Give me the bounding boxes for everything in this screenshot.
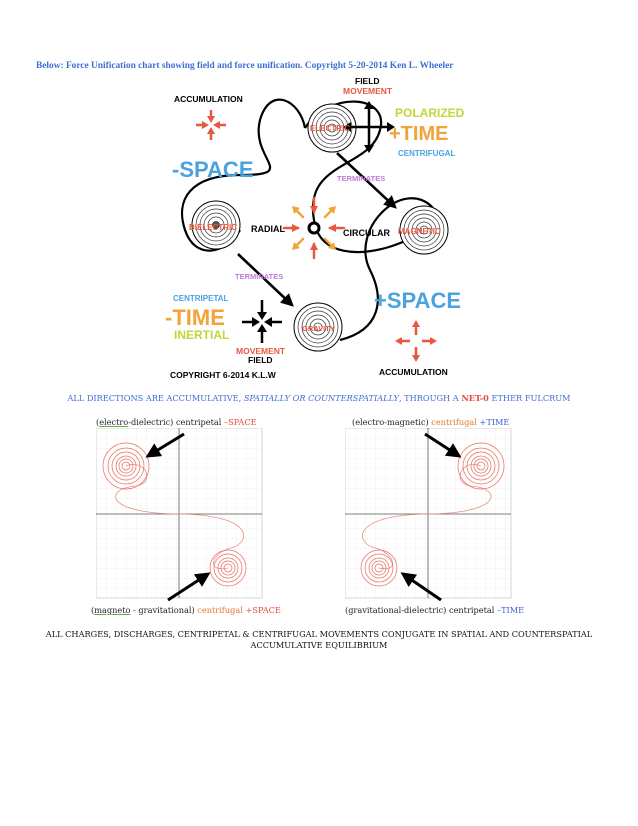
right-plot-top-label — [352, 417, 509, 427]
label-centripetal: CENTRIPETAL — [173, 294, 229, 303]
directions-caption — [0, 393, 638, 403]
label-copyright: COPYRIGHT 6-2014 K.L.W — [170, 370, 276, 380]
label-magnetic: MAGNETIC — [398, 227, 441, 236]
label-segment: centrifugal — [197, 605, 246, 615]
label-segment: +TIME — [479, 417, 510, 427]
left-spiral-plot — [96, 428, 266, 604]
accumulation-arrows-top-icon — [196, 110, 226, 140]
label-segment: –SPACE — [223, 417, 257, 427]
caption-net-zero: NET-0 — [461, 393, 489, 403]
right-spiral-plot — [345, 428, 515, 604]
label-radial: RADIAL — [251, 224, 285, 234]
caption-part: ALL DIRECTIONS ARE ACCUMULATIVE, — [67, 393, 244, 403]
force-unification-diagram — [0, 0, 638, 392]
caption-emphasis: SPATIALLY OR COUNTERSPATIALLY — [243, 393, 399, 403]
label-segment: +SPACE — [245, 605, 281, 615]
label-terminates-lower: TERMINATES — [235, 272, 284, 281]
label-centrifugal: CENTRIFUGAL — [398, 149, 456, 158]
label-accumulation-bottom: ACCUMULATION — [379, 367, 448, 377]
label-dielectric: DIELECTRIC — [189, 223, 237, 232]
page-caption: Below: Force Unification chart showing field and force unification. Copyright 5-20-2014 Ken L. Wheeler — [36, 61, 454, 71]
label-segment: (electro-magnetic) — [352, 417, 432, 427]
label-gravity: GRAVITY — [302, 324, 335, 333]
label-electric: ELECTRIC — [310, 124, 350, 133]
label-plus-time: +TIME — [389, 123, 449, 145]
label-movement-bottom: MOVEMENT — [236, 346, 286, 356]
label-minus-space: -SPACE — [172, 157, 254, 182]
label-segment: electro — [99, 417, 129, 427]
left-plot-top-label: (electro-dielectric) centripetal –SPACE — [96, 417, 257, 427]
label-movement-top: MOVEMENT — [343, 86, 393, 96]
label-segment: centrifugal — [431, 417, 480, 427]
label-accumulation-top: ACCUMULATION — [174, 94, 243, 104]
center-fulcrum — [309, 223, 319, 233]
field-arrows-top-icon — [343, 101, 395, 153]
label-segment: –TIME — [497, 605, 525, 615]
label-minus-time: -TIME — [165, 305, 225, 330]
label-segment: -dielectric) centripetal — [128, 417, 224, 427]
conjugate-caption — [30, 629, 608, 650]
caption-part: , THROUGH A — [398, 393, 462, 403]
label-field-bottom: FIELD — [248, 355, 273, 365]
label-segment: (gravitational-dielectric) centripetal — [345, 605, 497, 615]
label-plus-space: +SPACE — [374, 288, 462, 313]
label-segment: magneto — [94, 605, 131, 615]
accumulation-arrows-bottom-icon — [395, 320, 437, 362]
left-plot-bottom-label: (magneto - gravitational) centrifugal +SPACE — [91, 605, 281, 615]
caption-line-2: ACCUMULATIVE EQUILIBRIUM — [250, 639, 388, 650]
label-segment: - gravitational) — [130, 605, 198, 615]
caption-line-1: ALL CHARGES, DISCHARGES, CENTRIPETAL & CENTRIFUGAL MOVEMENTS CONJUGATE IN SPATIAL AND COUNTERSPATIAL — [45, 629, 593, 639]
label-inertial: INERTIAL — [174, 328, 230, 342]
label-polarized: POLARIZED — [395, 106, 465, 120]
caption-part: ETHER FULCRUM — [488, 393, 571, 403]
right-plot-bottom-label — [345, 605, 524, 615]
label-field-top: FIELD — [355, 76, 380, 86]
field-arrows-bottom-icon — [242, 300, 282, 343]
label-terminates-upper: TERMINATES — [337, 174, 386, 183]
label-circular: CIRCULAR — [343, 228, 390, 238]
